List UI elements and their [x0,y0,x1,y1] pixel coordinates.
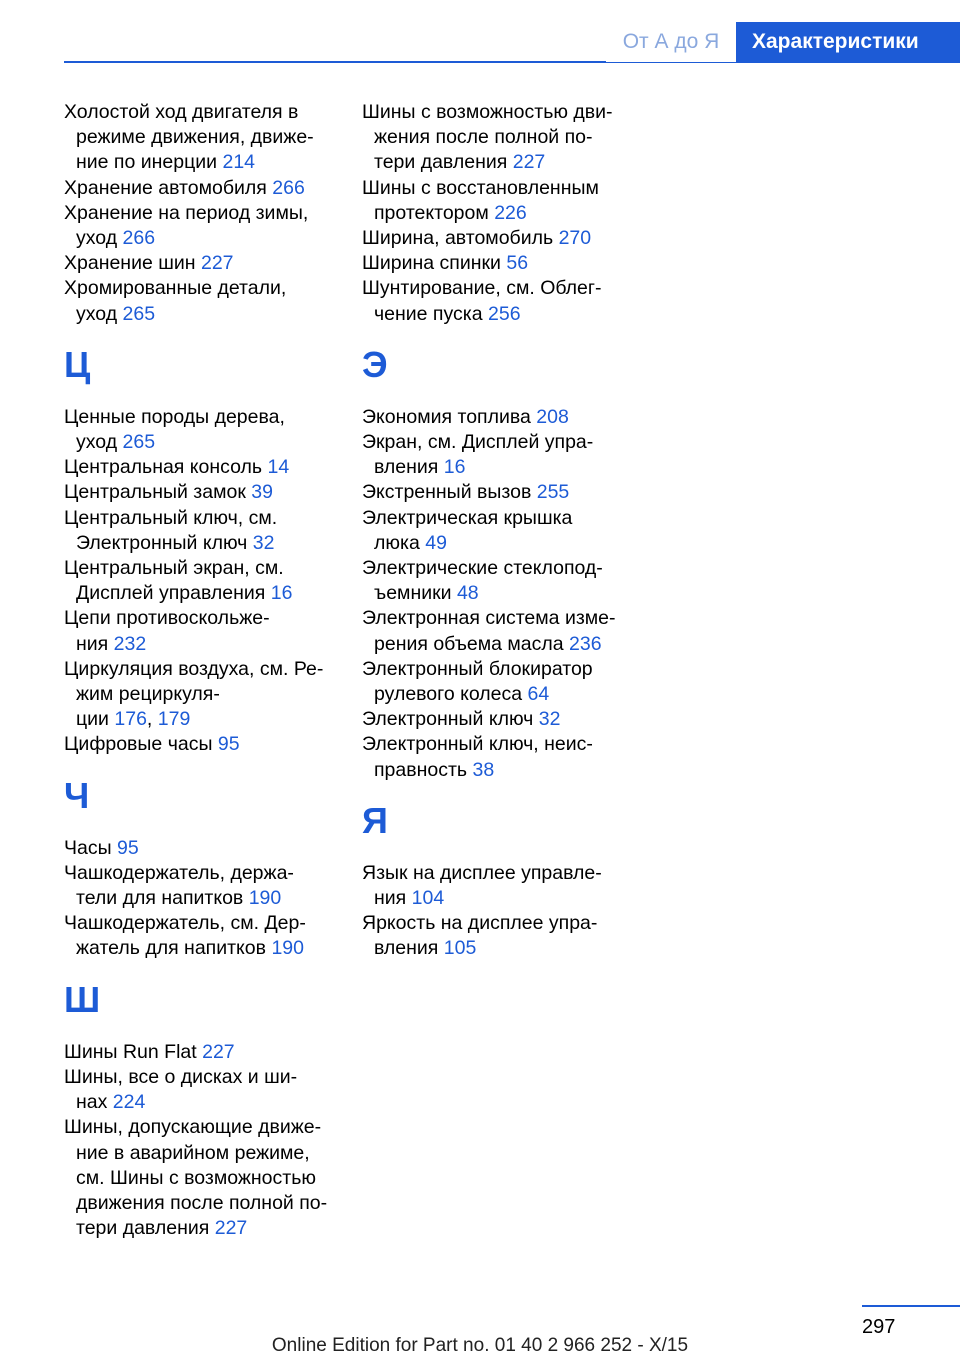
index-entry [362,506,634,556]
index-entry-text: Ценные породы дерева, [64,405,285,428]
index-entry-text: Чашкодержатель, держа- [64,861,294,884]
index-entry-text: Шины, допускающие движе- [64,1116,322,1139]
index-entry-text: ния [374,887,412,910]
page-number: 297 [862,1316,896,1338]
index-letter-heading: Я [362,799,388,841]
index-entry [64,911,336,961]
index-entry-text: Циркуляция воздуха, см. Ре- [64,657,324,680]
index-entry-text: Электронная система изме- [362,607,616,630]
index-entry [64,556,336,606]
index-entry-text: Электронный блокиратор [362,657,593,680]
index-entry [64,201,336,251]
index-entry-text: Цепи противоскольже- [64,607,270,630]
page-link[interactable]: 227 [214,1217,248,1240]
index-entry-text: жим рециркуля- [76,683,220,706]
page-link[interactable]: 32 [252,531,275,554]
index-entry [362,911,634,961]
page-link[interactable]: 190 [271,937,304,960]
index-entry-text: ние в аварийном режиме, [76,1141,310,1164]
index-entry [362,405,634,430]
page-link[interactable]: 208 [536,405,569,428]
index-entry [362,657,634,707]
index-entry-text: тери давления [76,1217,215,1240]
index-entry-text: люка [374,531,426,554]
page-link[interactable]: 95 [217,733,240,756]
index-entry-text: Шины, все о дисках и ши- [64,1065,298,1088]
index-entry-text: Экстренный вызов [362,481,537,504]
page-number-rule [862,1305,960,1307]
index-letter-heading: Ч [64,774,90,816]
index-entry-text: ние по инерции [76,151,223,174]
index-entry-text: Экран, см. Дисплей упра- [362,431,594,454]
page-link[interactable]: 176 [114,708,147,731]
page-link[interactable]: 236 [569,632,602,655]
page-link[interactable]: 265 [122,431,156,454]
index-entry-text: Электрические стеклопод- [362,557,603,580]
index-entry-text: Электрическая крышка [362,506,573,529]
index-entry [362,861,634,911]
page-link[interactable]: 14 [267,456,290,479]
index-entry [64,405,336,455]
index-entry-text: Шины с восстановленным [362,176,599,199]
index-entry-text: ния [76,632,114,655]
index-entry-text: Экономия топлива [362,405,537,428]
index-entry-text: Хранение автомобиля [64,176,273,199]
page-link[interactable]: 48 [456,582,479,605]
index-entry-text: ъемники [374,582,457,605]
page-link[interactable]: 224 [112,1091,146,1114]
page-link[interactable]: 32 [538,708,561,731]
index-entry-text: Хромированные детали, [64,277,287,300]
index-entry: Циркуляция воздуха, см. Ре- жим рециркуля- ции 176, 179 [64,657,324,731]
index-entry-text: тели для напитков [76,887,249,910]
index-entry-text: правность [374,758,473,781]
page-link[interactable]: 64 [527,683,550,706]
index-entry [64,606,336,656]
page-link[interactable]: 105 [443,937,477,960]
index-entry-text: Хранение на период зимы, [64,201,309,224]
index-entry [64,455,336,480]
index-entry-text: жатель для напитков [76,937,272,960]
index-entry-text: Ширина, автомобиль [362,227,559,250]
index-entry [362,100,634,176]
index-entry-text: протектором [374,201,495,224]
page-link[interactable]: 49 [425,531,447,554]
index-entry [362,606,634,656]
index-entry-text: Центральный экран, см. [64,557,284,580]
index-entry-text: режиме движения, движе- [76,126,314,149]
index-entry-text: Центральный ключ, см. [64,506,278,529]
page-link[interactable]: 214 [222,151,256,174]
index-column-left [64,100,336,1241]
index-entry-text: чение пуска [374,302,488,325]
index-entry [64,176,336,201]
index-entry-text: Электронный ключ [76,531,253,554]
index-entry-text: Цифровые часы [64,733,218,756]
index-entry-text: Электронный ключ, неис- [362,733,593,756]
index-entry-text: Часы [64,836,118,859]
index-entry-text: вления [374,456,444,479]
index-entry [64,836,336,861]
index-letter-heading: Э [362,343,388,385]
index-entry-text: см. Шины с возможностью [76,1166,316,1189]
index-entry-text: Язык на дисплее управле- [362,861,602,884]
index-entry-text: уход [76,431,123,454]
page-link[interactable]: 265 [122,302,156,325]
page-link[interactable]: 266 [122,227,156,250]
index-entry-text: Центральный замок [64,481,252,504]
index-entry-text: уход [76,302,123,325]
index-entry [64,861,336,911]
page-link[interactable]: 190 [248,887,282,910]
index-entry-text: Шины с возможностью дви- [362,101,613,123]
index-entry-text: Ширина спинки [362,252,507,275]
index-column-right [362,100,634,962]
index-letter-heading: Ш [64,978,101,1020]
index-entry [362,732,634,782]
index-entry [362,707,634,732]
index-entry [64,506,336,556]
page-link[interactable]: 39 [251,481,273,504]
index-entry-text: Дисплей управления [76,582,271,605]
page-link[interactable]: 95 [117,836,139,859]
page-link[interactable]: 227 [202,1040,235,1063]
page-link[interactable]: 266 [272,176,305,199]
index-entry [362,480,634,505]
page-link[interactable]: 227 [512,151,546,174]
page-link[interactable]: 38 [472,758,495,781]
index-entry-text: Чашкодержатель, см. Дер- [64,912,306,935]
index-entry-text: рения объема масла [374,632,570,655]
index-entry-text: Центральная консоль [64,456,268,479]
tab-specifications[interactable]: Характеристики [736,22,960,62]
tab-a-to-z[interactable]: От А до Я [606,22,736,62]
index-entry [362,430,634,480]
index-entry-text: Шины Run Flat [64,1040,203,1063]
index-entry-text: тери давления [374,151,513,174]
index-entry [362,556,634,606]
page-link[interactable]: 255 [536,481,570,504]
page-link[interactable]: 56 [506,252,529,275]
index-entry-text: Электронный ключ [362,708,539,731]
index-entry-text: ции [76,708,115,731]
footer-edition: Online Edition for Part no. 01 40 2 966 252 - X/15 [271,1335,689,1356]
page-link[interactable]: 16 [270,582,293,605]
index-entry [64,251,336,276]
index-entry-text: Шунтирование, см. Облег- [362,277,602,300]
page-link[interactable]: 270 [558,227,592,250]
index-entry-text: Яркость на дисплее упра- [362,912,598,935]
index-entry [64,100,336,176]
index-entry [362,276,634,326]
index-entry [362,226,634,251]
index-entry [64,1065,336,1115]
page-link[interactable]: 227 [200,252,234,275]
index-entry [64,480,336,505]
index-entry-text: Хранение шин [64,252,201,275]
page-link[interactable]: 104 [411,887,445,910]
page-link[interactable]: 256 [488,302,521,325]
index-entry-text: уход [76,227,123,250]
index-entry-text: нах [76,1091,113,1114]
index-letter-heading: Ц [64,343,91,385]
index-entry [64,732,336,757]
page-link[interactable]: 226 [494,201,527,224]
index-entry-text: движения после полной по- [76,1191,328,1214]
index-entry [64,1115,336,1241]
index-entry-text: вления [374,937,444,960]
index-entry-text: Холостой ход двигателя в [64,101,299,123]
index-entry [64,276,336,326]
index-entry-text: рулевого колеса [374,683,528,706]
index-entry [362,176,634,226]
index-entry-text: жения после полной по- [374,126,593,149]
page-link[interactable]: 179 [157,708,191,731]
index-entry [64,1040,336,1065]
index-entry [362,251,634,276]
page-link[interactable]: 16 [443,456,466,479]
page-link[interactable]: 232 [113,632,147,655]
